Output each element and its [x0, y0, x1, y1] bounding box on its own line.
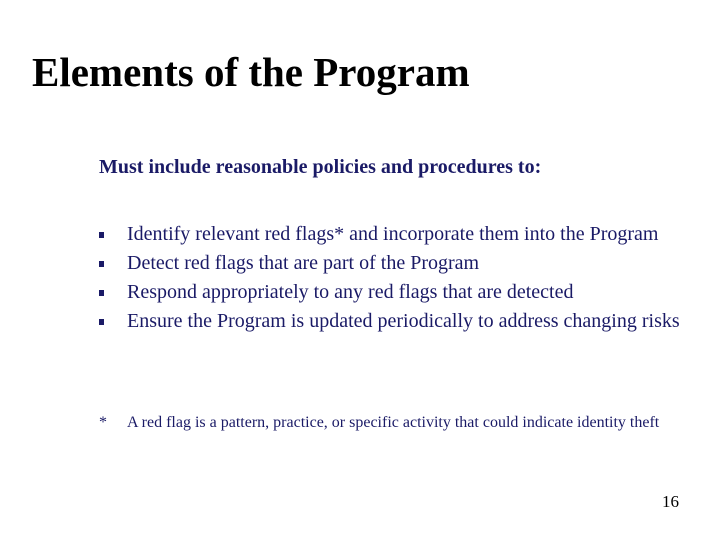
- square-bullet-icon: [99, 232, 104, 238]
- bullet-text: Detect red flags that are part of the Program: [127, 252, 480, 274]
- bullet-item: [99, 310, 699, 333]
- square-bullet-icon: [99, 290, 104, 296]
- bullet-item: [99, 223, 699, 246]
- page-number: 16: [662, 492, 679, 511]
- bullet-item: [99, 252, 699, 275]
- footnote: [99, 413, 699, 432]
- bullet-text: Identify relevant red flags* and incorporate them into the Program: [127, 223, 659, 245]
- bullet-list: [99, 223, 699, 339]
- bullet-item: [99, 281, 699, 304]
- slide-title: Elements of the Program: [32, 49, 470, 95]
- footnote-marker: *: [99, 414, 107, 431]
- bullet-text: Respond appropriately to any red flags that are detected: [127, 281, 574, 303]
- bullet-text: Ensure the Program is updated periodically to address changing risks: [127, 310, 680, 332]
- intro-text: Must include reasonable policies and procedures to:: [99, 156, 542, 178]
- square-bullet-icon: [99, 319, 104, 325]
- footnote-text: A red flag is a pattern, practice, or specific activity that could indicate identity theft: [127, 414, 660, 431]
- square-bullet-icon: [99, 261, 104, 267]
